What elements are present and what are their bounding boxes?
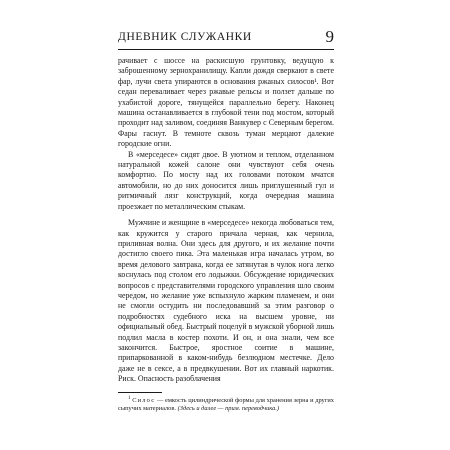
paragraph-1: рачивает с шоссе на раскисшую грунтовку, ведущую к заброшенному зернохранилищу. Капли дождя сверкают в свете фар, лучи света упираются в основания ржаных силосов¹. Вот седан переваливает через ржавые рельсы и ползет дальше по ухабистой дороге, тянущейся параллельно берегу. Наконец машина останавливается в глубокой тени под мостом, который проходит над заливом, соединяя Ванкувер с Северным берегом. Фары гаснут. В темноте сквозь туман мерцают далекие городские огни. [118,56,334,149]
running-title: ДНЕВНИК СЛУЖАНКИ [118,31,252,43]
paragraph-3: Мужчине и женщине в «мерседесе» некогда любоваться тем, как кружится у старого причала черная, как чернила, приливная волна. Они здесь для другого, и их желание почти достигло своего пика. Эта маленькая игра началась утром, во время делового завтрака, когда ее затянутая в чулок нога легко коснулась под столом его лодыжки. Обсуждение юридических вопросов с представителями городского управления шло своим чередом, но желание уже вспыхнуло жарким пламенем, и они не смогли остудить ни последовавший за этим разговор о подробностях судебного иска на высшем уровне, ни официальный обед. Быстрый поцелуй в мужской уборной лишь подлил масла в костер похоти. И он, и она знали, чем все закончится. Быстрое, яростное соитие в машине, припаркованной в каком-нибудь безлюдном местечке. Дело даже не в сексе, а в предвкушении. Вот их главный наркотик. Риск. Опасность разоблачения [118,218,334,384]
page-number: 9 [325,27,334,46]
footnote-translator-note: (Здесь и далее — прим. переводчика.) [177,404,280,412]
footnote-mark: 1 [128,395,131,401]
header-rule [118,49,334,50]
footnote-term: Силос [132,396,156,404]
page-header [118,27,334,53]
footnote-rule [118,392,162,393]
footnote [118,397,334,413]
body-text [118,56,334,413]
paragraph-2: В «мерседесе» сидят двое. В уютном и теплом, отделанном натуральной кожей салоне они чувствуют себя очень комфортно. По мосту над их головами потоком мчатся автомобили, но до них доносится лишь приглушенный гул и ритмичный лязг конструкций, когда очередная машина проезжает по металлическим стыкам. [118,149,334,211]
footnote-text: — емкость цилиндрической формы для хранения зерна и других сыпучих материалов. [118,396,334,412]
